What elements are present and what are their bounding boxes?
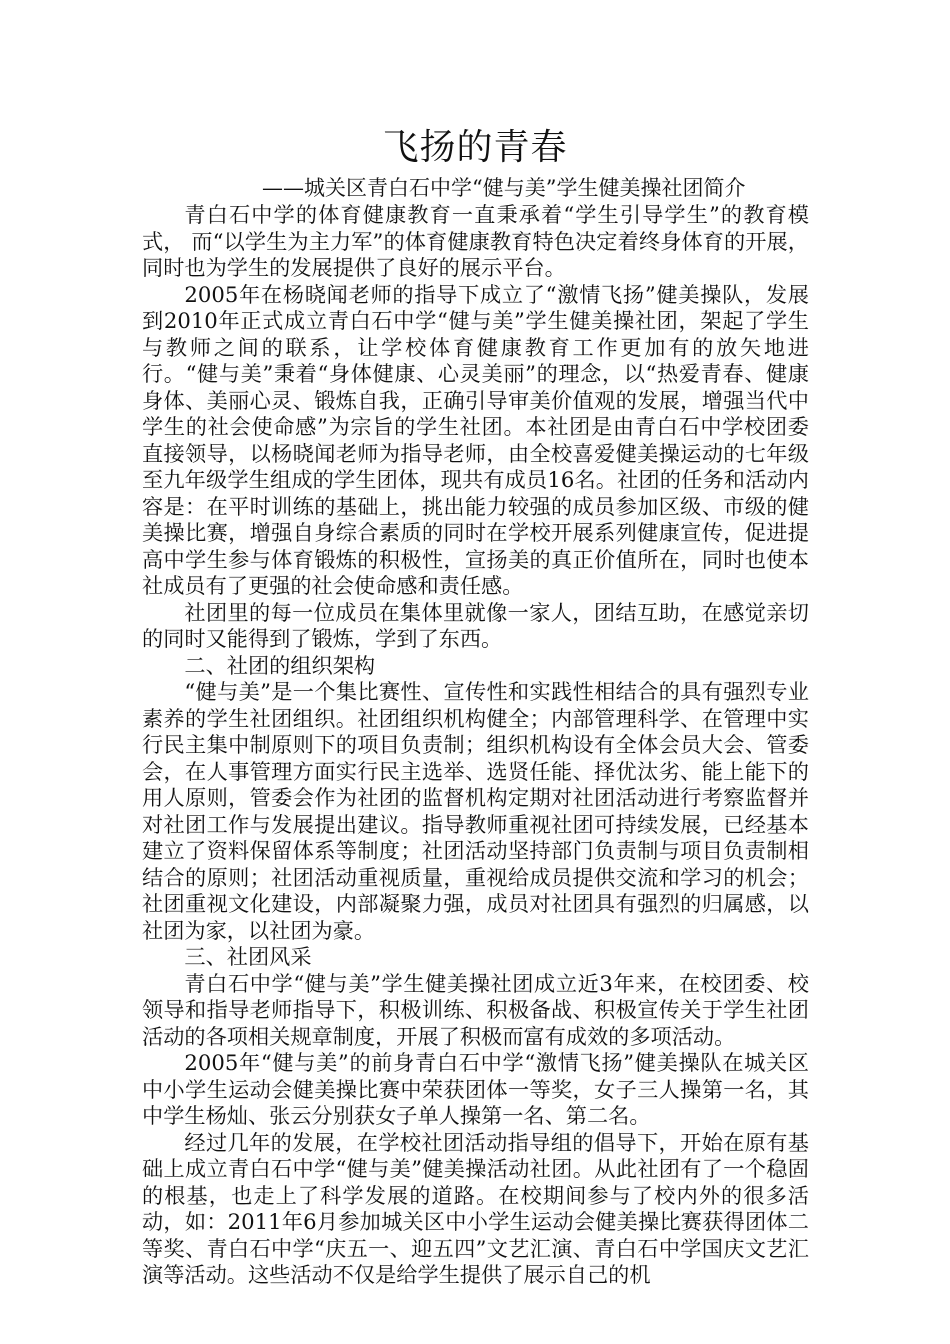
paragraph-intro: 青白石中学的体育健康教育一直秉承着“学生引导学生”的教育模式， 而“以学生为主力军”的体育健康教育特色决定着终身体育的开展，同时也为学生的发展提供了良好的展示平台。 — [142, 202, 809, 280]
paragraph-achievements: 青白石中学“健与美”学生健美操社团成立近3年来，在校团委、校领导和指导老师指导下，积极训练、积极备战、积极宣传关于学生社团活动的各项相关规章制度，开展了积极而富有成效的多项活动。 — [142, 970, 809, 1049]
section-heading-organization: 二、社团的组织架构 — [184, 652, 376, 678]
paragraph-members: 社团里的每一位成员在集体里就像一家人，团结互助，在感觉亲切的同时又能得到了锻炼，学到了东西。 — [142, 599, 809, 651]
paragraph-2005-award: 2005年“健与美”的前身青白石中学“激情飞扬”健美操队在城关区中小学生运动会健美操比赛中荣获团体一等奖，女子三人操第一名，其中学生杨灿、张云分别获女子单人操第一名、第二名。 — [142, 1050, 809, 1128]
document-subtitle: ——城关区青白石中学“健与美”学生健美操社团简介 — [262, 176, 746, 200]
paragraph-history: 2005年在杨晓闻老师的指导下成立了“激情飞扬”健美操队，发展到2010年正式成立青白石中学“健与美”学生健美操社团，架起了学生与教师之间的联系，让学校体育健康教育工作更加有的放矢地进行。“健与美”秉着“身体健康、心灵美丽”的理念，以“热爱青春、健康身体、美丽心灵、锻炼自我，正确引导审美价值观的发展，增强当代中学生的社会使命感”为宗旨的学生社团。本社团是由青白石中学校团委直接领导，以杨晓闻老师为指导老师，由全校喜爱健美操运动的七年级至九年级学生组成的学生团体，现共有成员16名。社团的任务和活动内容是：在平时训练的基础上，挑出能力较强的成员参加区级、市级的健美操比赛，增强自身综合素质的同时在学校开展系列健康宣传，促进提高中学生参与体育锻炼的积极性，宣扬美的真正价值所在，同时也使本社成员有了更强的社会使命感和责任感。 — [142, 281, 809, 598]
paragraph-development: 经过几年的发展，在学校社团活动指导组的倡导下，开始在原有基础上成立青白石中学“健与美”健美操活动社团。从此社团有了一个稳固的根基，也走上了科学发展的道路。在校期间参与了校内外的很多活动，如：2011年6月参加城关区中小学生运动会健美操比赛获得团体二等奖、青白石中学“庆五一、迎五四”文艺汇演、青白石中学国庆文艺汇演等活动。这些活动不仅是给学生提供了展示自己的机 — [142, 1129, 809, 1287]
document-title: 飞扬的青春 — [382, 127, 568, 168]
section-heading-style: 三、社团风采 — [184, 944, 312, 969]
paragraph-organization: “健与美”是一个集比赛性、宣传性和实践性相结合的具有强烈专业素养的学生社团组织。社团组织机构健全；内部管理科学、在管理中实行民主集中制原则下的项目负责制；组织机构设有全体会员大会、管委会，在人事管理方面实行民主选举、选贤任能、择优汰劣、能上能下的用人原则，管委会作为社团的监督机构定期对社团活动进行考察监督并对社团工作与发展提出建议。指导教师重视社团可持续发展，已经基本建立了资料保留体系等制度；社团活动坚持部门负责制与项目负责制相结合的原则；社团活动重视质量，重视给成员提供交流和学习的机会；社团重视文化建设，内部凝聚力强，成员对社团具有强烈的归属感，以社团为家，以社团为豪。 — [142, 679, 809, 943]
document-body — [142, 202, 809, 1289]
